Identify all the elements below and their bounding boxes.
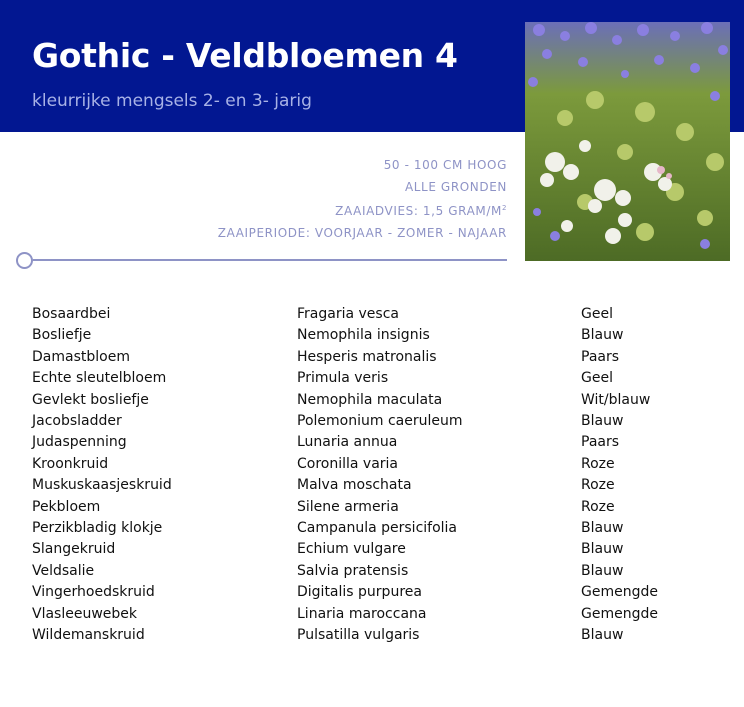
spec-sowing-period: ZAAIPERIODE: VOORJAAR - ZOMER - NAJAAR (217, 225, 507, 240)
plant-dutch-name: Vingerhoedskruid (32, 584, 155, 601)
table-row (32, 368, 732, 389)
plant-dutch-name: Kroonkruid (32, 455, 109, 472)
plant-color: Blauw (581, 413, 624, 430)
plant-dutch-name: Bosaardbei (32, 306, 111, 322)
table-row (32, 325, 732, 346)
table-row (32, 497, 732, 518)
divider-line (33, 259, 507, 261)
plant-dutch-name: Perzikbladig klokje (32, 520, 163, 537)
plant-latin-name: Fragaria vesca (297, 306, 399, 322)
table-row (32, 475, 732, 496)
plant-dutch-name: Pekbloem (32, 498, 101, 515)
plant-latin-name: Pulsatilla vulgaris (297, 627, 420, 644)
table-row (32, 582, 732, 603)
divider-circle-icon (16, 252, 33, 269)
plant-latin-name: Coronilla varia (297, 455, 399, 472)
flower-photo-illustration (525, 22, 730, 261)
plant-dutch-name: Slangekruid (32, 541, 116, 558)
plant-color: Blauw (581, 520, 624, 537)
plant-dutch-name: Gevlekt bosliefje (32, 391, 149, 408)
spec-sowing-advice-text: ZAAIADVIES: 1,5 GRAM/M (335, 204, 502, 218)
table-row (32, 347, 732, 368)
plant-color: Gemengde (581, 584, 658, 601)
table-row (32, 518, 732, 539)
plant-dutch-name: Bosliefje (32, 327, 92, 344)
plant-dutch-name: Veldsalie (32, 562, 95, 579)
plant-color: Paars (581, 434, 620, 451)
plant-dutch-name: Damastbloem (32, 348, 130, 365)
spec-sowing-advice (218, 198, 507, 223)
plant-color: Geel (581, 370, 613, 387)
plant-table (32, 304, 732, 647)
page-title: Gothic - Veldbloemen 4 (32, 36, 458, 75)
spec-height: 50 - 100 CM HOOG (383, 158, 507, 172)
table-row (32, 604, 732, 625)
plant-color: Paars (581, 348, 620, 365)
plant-dutch-name: Jacobsladder (32, 413, 122, 430)
plant-color: Blauw (581, 627, 624, 644)
table-row (32, 454, 732, 475)
page-subtitle: kleurrijke mengsels 2- en 3- jarig (32, 91, 312, 111)
flower-photo (525, 22, 730, 261)
plant-dutch-name: Judaspenning (32, 434, 127, 451)
plant-dutch-name: Muskuskaasjeskruid (32, 477, 172, 494)
plant-latin-name: Nemophila maculata (297, 391, 443, 408)
plant-color: Blauw (581, 541, 624, 558)
spec-sowing-advice-sup: 2 (501, 204, 507, 212)
plant-latin-name: Primula veris (297, 370, 389, 387)
specs-block (218, 155, 507, 244)
plant-color: Geel (581, 306, 613, 322)
table-row (32, 625, 732, 646)
plant-latin-name: Salvia pratensis (297, 562, 409, 579)
plant-dutch-name: Wildemanskruid (32, 627, 145, 644)
plant-latin-name: Polemonium caeruleum (297, 413, 463, 430)
plant-color: Gemengde (581, 605, 658, 622)
plant-latin-name: Nemophila insignis (297, 327, 430, 344)
plant-color: Blauw (581, 562, 624, 579)
plant-color: Roze (581, 498, 615, 515)
plant-latin-name: Lunaria annua (297, 434, 398, 451)
plant-dutch-name: Echte sleutelbloem (32, 370, 167, 387)
plant-color: Blauw (581, 327, 624, 344)
plant-latin-name: Hesperis matronalis (297, 348, 437, 365)
plant-latin-name: Silene armeria (297, 498, 399, 515)
plant-latin-name: Linaria maroccana (297, 605, 427, 622)
plant-color: Roze (581, 455, 615, 472)
plant-latin-name: Malva moschata (297, 477, 412, 494)
plant-dutch-name: Vlasleeuwebek (32, 605, 137, 622)
plant-color: Roze (581, 477, 615, 494)
table-row (32, 539, 732, 560)
plant-latin-name: Campanula persicifolia (297, 520, 458, 537)
spec-soil: ALLE GRONDEN (404, 179, 507, 194)
table-row (32, 411, 732, 432)
table-row (32, 432, 732, 453)
table-row (32, 304, 732, 325)
table-row (32, 561, 732, 582)
plant-color: Wit/blauw (581, 391, 651, 408)
plant-latin-name: Echium vulgare (297, 541, 406, 558)
table-row (32, 390, 732, 411)
plant-latin-name: Digitalis purpurea (297, 584, 422, 601)
